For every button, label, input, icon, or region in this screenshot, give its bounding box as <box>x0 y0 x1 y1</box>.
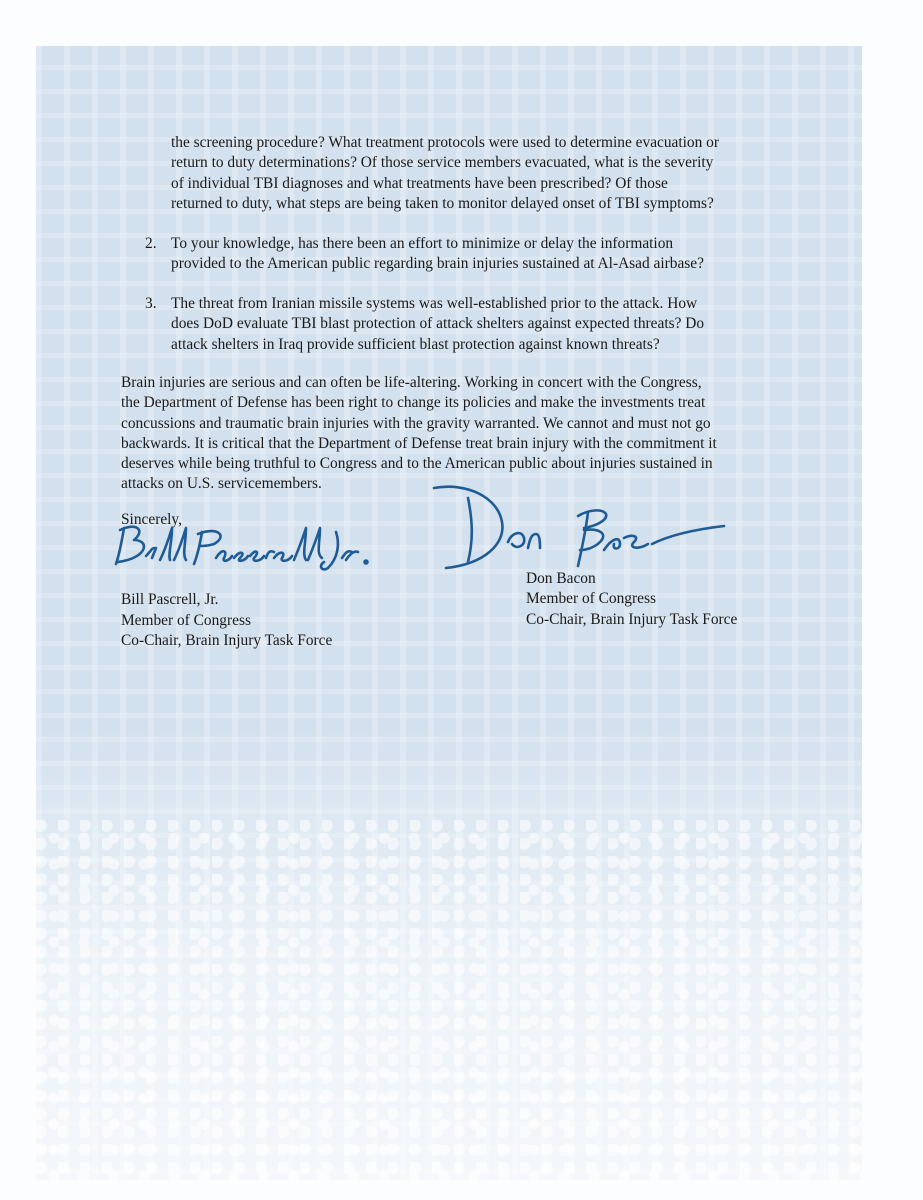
question-text <box>171 234 815 275</box>
continuation-paragraph <box>171 133 811 214</box>
closing-paragraph <box>121 373 801 495</box>
signer-block-bacon <box>526 569 737 630</box>
text-line: deserves while being truthful to Congress and to the American public about injuries sustained in <box>121 455 713 473</box>
question-text <box>171 294 815 355</box>
signer-role: Co-Chair, Brain Injury Task Force <box>121 631 333 649</box>
question-number: 3. <box>145 295 157 312</box>
signer-name: Don Bacon <box>526 570 596 587</box>
signer-title: Member of Congress <box>526 590 656 608</box>
text-line: the screening procedure? What treatment protocols were used to determine evacuation or <box>171 134 719 151</box>
signature-pascrell-image <box>110 518 375 576</box>
text-line: attack shelters in Iraq provide sufficient blast protection against known threats? <box>171 335 660 353</box>
question-number: 2. <box>145 235 157 252</box>
signer-title: Member of Congress <box>121 611 251 629</box>
signer-role: Co-Chair, Brain Injury Task Force <box>526 610 738 628</box>
signature-bacon-image <box>428 478 728 578</box>
signer-name: Bill Pascrell, Jr. <box>121 591 219 609</box>
text-line: returned to duty, what steps are being taken to monitor delayed onset of TBI symptoms? <box>171 194 714 212</box>
text-line: To your knowledge, has there been an effort to minimize or delay the information <box>171 235 674 252</box>
text-line: The threat from Iranian missile systems was well-established prior to the attack. How <box>171 295 698 312</box>
salutation: Sincerely, <box>121 511 182 528</box>
text-line: Brain injuries are serious and can often be life-altering. Working in concert with the Congress, <box>121 374 702 391</box>
text-line: of individual TBI diagnoses and what treatments have been prescribed? Of those <box>171 174 668 192</box>
text-line: provided to the American public regarding brain injuries sustained at Al-Asad airbase? <box>171 255 704 273</box>
text-line: return to duty determinations? Of those service members evacuated, what is the severity <box>171 154 714 172</box>
text-line: the Department of Defense has been right to change its policies and make the investments treat <box>121 394 706 412</box>
text-line: attacks on U.S. servicemembers. <box>121 475 322 493</box>
text-line: backwards. It is critical that the Department of Defense treat brain injury with the commitment it <box>121 434 717 452</box>
text-line: concussions and traumatic brain injuries with the gravity warranted. We cannot and must not go <box>121 414 711 432</box>
text-line: does DoD evaluate TBI blast protection of attack shelters against expected threats? Do <box>171 315 705 333</box>
